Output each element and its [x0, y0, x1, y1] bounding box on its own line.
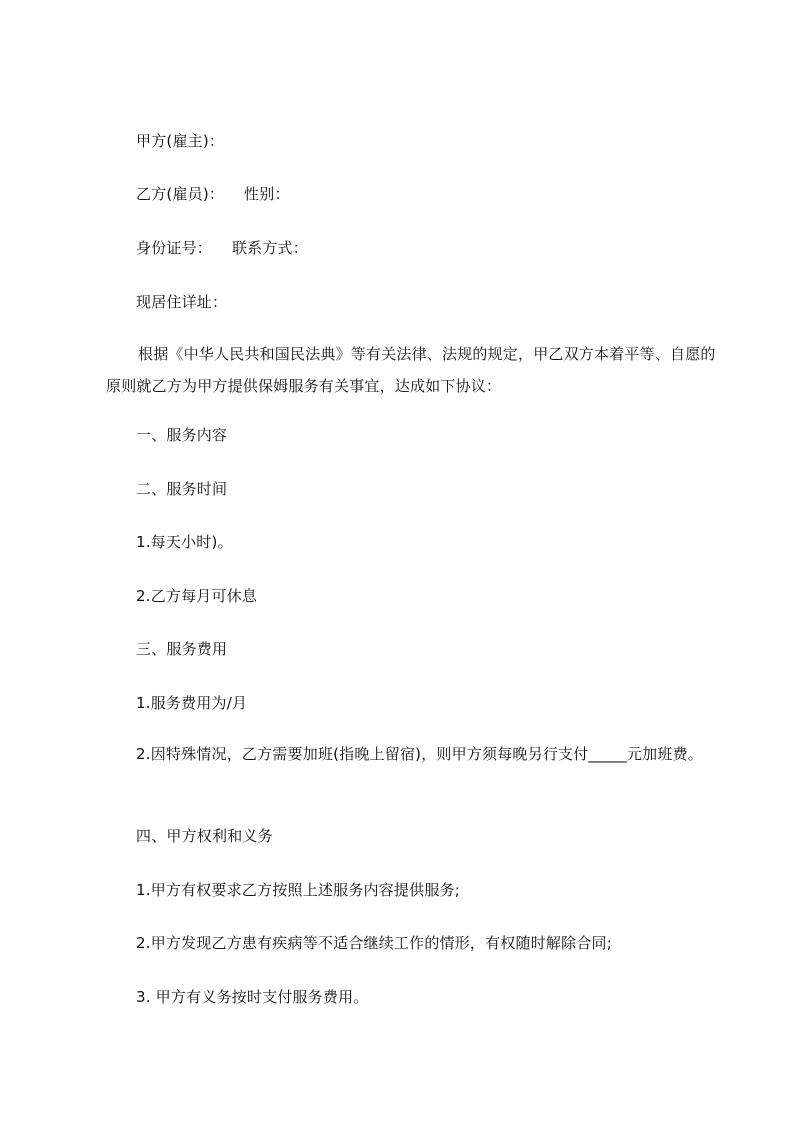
party-a-line: 甲方(雇主)：: [136, 132, 225, 150]
party-a-rights-item-2: 2.甲方发现乙方患有疾病等不适合继续工作的情形，有权随时解除合同;: [136, 934, 612, 952]
address-line: 现居住详址：: [136, 293, 228, 311]
service-fee-item-2: 2.因特殊情况，乙方需要加班(指晚上留宿)，则甲方须每晚另行支付_____元加班费。: [136, 745, 703, 763]
party-b-line: [136, 184, 290, 204]
party-a-rights-item-3: 3. 甲方有义务按时支付服务费用。: [136, 988, 369, 1006]
gender-label: 性别：: [244, 185, 290, 203]
section-service-time: 二、服务时间: [136, 480, 228, 498]
id-contact-line: [136, 238, 308, 258]
service-fee-item-1: 1.服务费用为/月: [136, 694, 248, 712]
service-time-item-2: 2.乙方每月可休息: [136, 587, 258, 605]
intro-paragraph: 根据《中华人民共和国民法典》等有关法律、法规的规定，甲乙双方本着平等、自愿的原则就乙方为甲方提供保姆服务有关事宜，达成如下协议：: [106, 345, 716, 395]
id-label: 身份证号：: [136, 239, 213, 257]
section-party-a-rights: 四、甲方权利和义务: [136, 827, 273, 845]
contact-label: 联系方式：: [231, 239, 308, 257]
party-b-label: 乙方(雇员)：: [136, 185, 225, 203]
party-a-rights-item-1: 1.甲方有权要求乙方按照上述服务内容提供服务;: [136, 881, 460, 899]
section-service-fee: 三、服务费用: [136, 640, 228, 658]
service-time-item-1: 1.每天小时)。: [136, 533, 233, 551]
section-service-content: 一、服务内容: [136, 426, 228, 444]
